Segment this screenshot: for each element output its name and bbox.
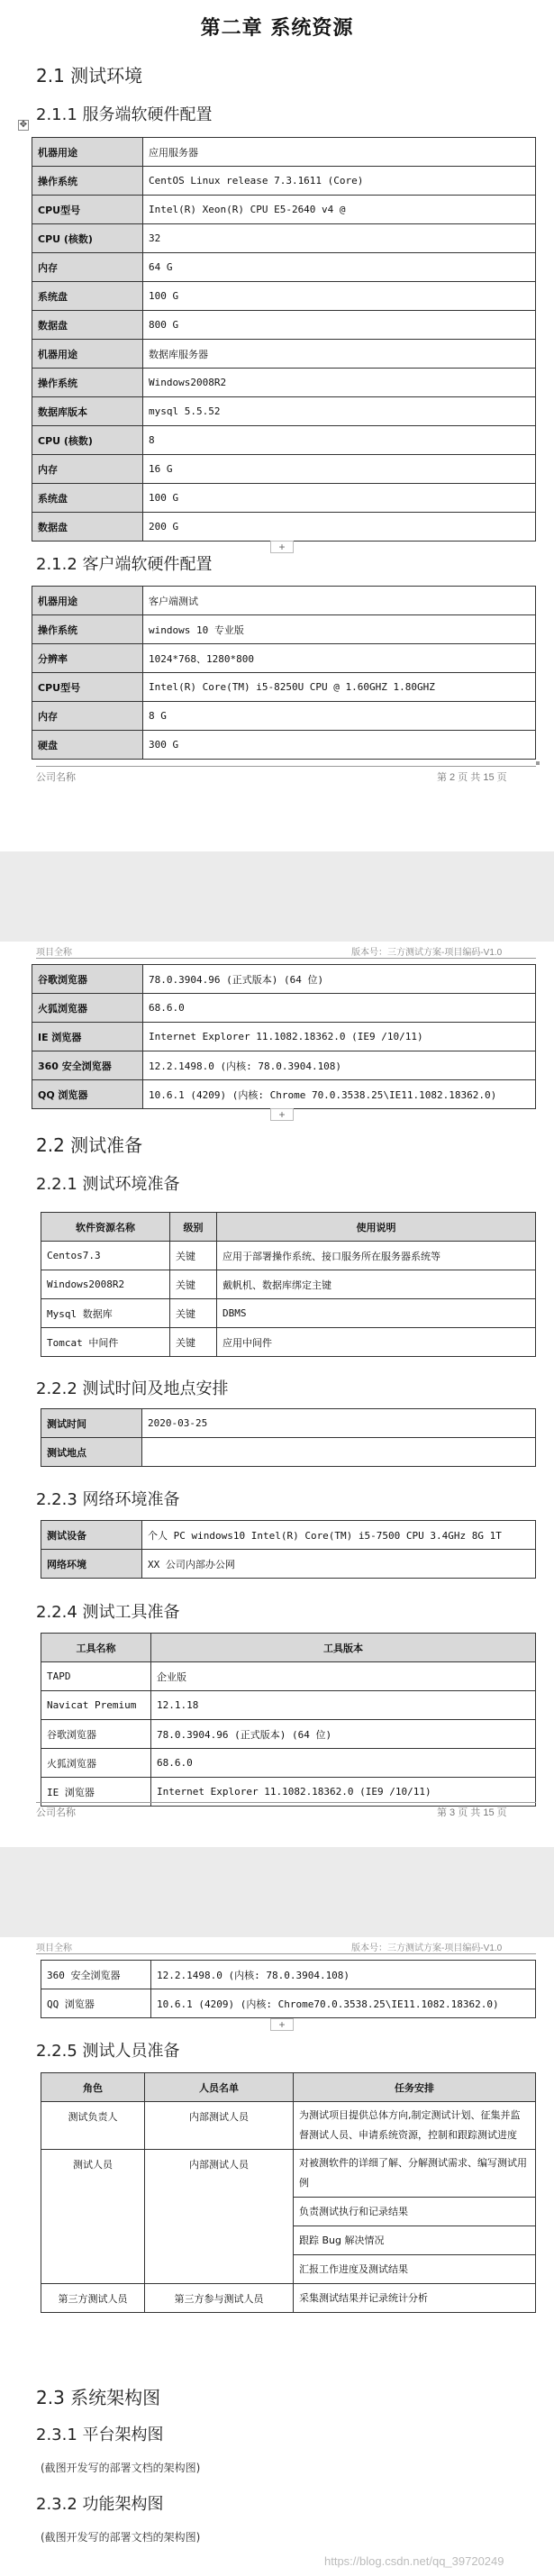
table-cell: 企业版 <box>151 1662 536 1691</box>
column-header: 级别 <box>170 1213 217 1242</box>
table-cell: 关键 <box>170 1242 217 1270</box>
table-row <box>41 1961 536 1989</box>
table-cell: 关键 <box>170 1299 217 1328</box>
section-heading-2-2-1: 2.2.1 测试环境准备 <box>36 1175 180 1194</box>
role-cell: 第三方测试人员 <box>41 2284 145 2313</box>
names-cell: 内部测试人员 <box>145 2150 294 2284</box>
table-row <box>32 673 536 702</box>
footer-rule <box>36 766 536 767</box>
table-row <box>32 311 536 340</box>
section-heading-2-2-3: 2.2.3 网络环境准备 <box>36 1490 180 1509</box>
row-label: CPU型号 <box>32 196 143 224</box>
row-value: Intel(R) Core(TM) i5-8250U CPU @ 1.60GHZ 1.80GHZ <box>143 673 536 702</box>
row-label: CPU (核数) <box>32 224 143 253</box>
page-1 <box>0 0 554 851</box>
column-header: 使用说明 <box>217 1213 536 1242</box>
footer-page-number: 第 2 页 共 15 页 <box>437 772 507 783</box>
row-value: 300 G <box>143 731 536 760</box>
row-label: 系统盘 <box>32 484 143 513</box>
row-value: mysql 5.5.52 <box>143 397 536 426</box>
table-row <box>32 455 536 484</box>
row-value: 100 G <box>143 484 536 513</box>
section-heading-2-2-2: 2.2.2 测试时间及地点安排 <box>36 1379 229 1398</box>
row-value: Intel(R) Xeon(R) CPU E5-2640 v4 @ <box>143 196 536 224</box>
role-cell: 测试人员 <box>41 2150 145 2284</box>
placeholder-note-function: (截图开发写的部署文档的架构图) <box>41 2531 201 2544</box>
row-value: 800 G <box>143 311 536 340</box>
row-value: 应用服务器 <box>143 138 536 167</box>
row-value: CentOS Linux release 7.3.1611 (Core) <box>143 167 536 196</box>
header-rule <box>36 1953 536 1954</box>
time-place-table <box>41 1408 536 1467</box>
table-row <box>32 484 536 513</box>
row-value: 32 <box>143 224 536 253</box>
row-label: 内存 <box>32 455 143 484</box>
table-row <box>41 1409 536 1438</box>
row-label: 硬盘 <box>32 731 143 760</box>
table-cell: 12.2.1498.0 (内核: 78.0.3904.108) <box>151 1961 536 1989</box>
table-row <box>32 138 536 167</box>
row-label: 操作系统 <box>32 369 143 397</box>
section-heading-2-1-1: 2.1.1 服务端软硬件配置 <box>36 105 213 124</box>
section-heading-2-3: 2.3 系统架构图 <box>36 2387 161 2408</box>
row-label: 网络环境 <box>41 1550 142 1579</box>
add-row-button[interactable]: + <box>270 541 294 553</box>
row-label: 机器用途 <box>32 340 143 369</box>
table-cell: IE 浏览器 <box>41 1778 151 1807</box>
header-project: 项目全称 <box>36 948 72 958</box>
row-value: 100 G <box>143 282 536 311</box>
row-label: 测试时间 <box>41 1409 142 1438</box>
table-row <box>32 702 536 731</box>
row-value: 1024*768、1280*800 <box>143 644 536 673</box>
table-row <box>32 731 536 760</box>
task-cell: 对被测软件的详细了解、分解测试需求、编写测试用例 <box>294 2150 536 2198</box>
table-cell: QQ 浏览器 <box>41 1989 151 2018</box>
names-cell: 第三方参与测试人员 <box>145 2284 294 2313</box>
table-move-handle-icon[interactable]: ✥ <box>19 120 28 130</box>
row-value: 8 <box>143 426 536 455</box>
section-heading-2-2-4: 2.2.4 测试工具准备 <box>36 1603 180 1622</box>
row-label: CPU型号 <box>32 673 143 702</box>
page-3 <box>0 1937 554 2576</box>
table-cell: Internet Explorer 11.1082.18362.0 (IE9 /10/11) <box>151 1778 536 1807</box>
server-config-table <box>32 137 536 542</box>
header-project: 项目全称 <box>36 1943 72 1953</box>
column-header: 工具版本 <box>151 1634 536 1662</box>
row-value: windows 10 专业版 <box>143 615 536 644</box>
section-heading-2-1: 2.1 测试环境 <box>36 65 143 86</box>
table-row <box>41 2102 536 2150</box>
row-value: 12.2.1498.0 (内核: 78.0.3904.108) <box>143 1051 536 1080</box>
table-cell: TAPD <box>41 1662 151 1691</box>
table-cell: 谷歌浏览器 <box>41 1720 151 1749</box>
table-row <box>41 1270 536 1299</box>
row-value: 客户端测试 <box>143 587 536 615</box>
browser-table <box>32 964 536 1109</box>
table-cell: Tomcat 中间件 <box>41 1328 170 1357</box>
footer-rule <box>36 1802 536 1803</box>
task-cell: 采集测试结果并记录统计分析 <box>294 2284 536 2313</box>
table-row <box>41 1662 536 1691</box>
env-prep-table <box>41 1212 536 1357</box>
table-cell: 68.6.0 <box>151 1749 536 1778</box>
row-label: 操作系统 <box>32 615 143 644</box>
table-row <box>41 1438 536 1467</box>
row-value: 10.6.1 (4209) (内核: Chrome 70.0.3538.25\IE11.1082.18362.0) <box>143 1080 536 1109</box>
chapter-title: 第二章 系统资源 <box>200 17 354 40</box>
table-row <box>32 644 536 673</box>
table-cell: Mysql 数据库 <box>41 1299 170 1328</box>
table-row <box>41 2284 536 2313</box>
table-row <box>32 426 536 455</box>
column-header: 工具名称 <box>41 1634 151 1662</box>
row-value: 64 G <box>143 253 536 282</box>
column-header: 人员名单 <box>145 2073 294 2102</box>
header-rule <box>36 958 536 959</box>
placeholder-note-platform: (截图开发写的部署文档的架构图) <box>41 2462 201 2474</box>
section-heading-2-2: 2.2 测试准备 <box>36 1134 143 1156</box>
column-header: 任务安排 <box>294 2073 536 2102</box>
table-cell: 360 安全浏览器 <box>41 1961 151 1989</box>
table-row <box>32 369 536 397</box>
row-label: 测试地点 <box>41 1438 142 1467</box>
row-label: 360 安全浏览器 <box>32 1051 143 1080</box>
task-cell: 负责测试执行和记录结果 <box>294 2198 536 2226</box>
footer-company: 公司名称 <box>36 772 76 783</box>
table-row <box>41 1521 536 1550</box>
row-label: 内存 <box>32 253 143 282</box>
row-value: 个人 PC windows10 Intel(R) Core(TM) i5-7500 CPU 3.4GHz 8G 1T <box>142 1521 536 1550</box>
table-cell: 12.1.18 <box>151 1691 536 1720</box>
page-corner-mark <box>536 761 540 765</box>
table-row <box>41 2150 536 2198</box>
row-value: 200 G <box>143 513 536 542</box>
row-label: 数据库版本 <box>32 397 143 426</box>
row-label: QQ 浏览器 <box>32 1080 143 1109</box>
table-cell: 戴帆机、数据库绑定主键 <box>217 1270 536 1299</box>
table-row <box>32 196 536 224</box>
row-label: 分辨率 <box>32 644 143 673</box>
row-value: 68.6.0 <box>143 994 536 1023</box>
section-heading-2-3-2: 2.3.2 功能架构图 <box>36 2495 164 2514</box>
row-label: 数据盘 <box>32 513 143 542</box>
add-row-button[interactable]: + <box>270 2018 294 2031</box>
footer-company: 公司名称 <box>36 1807 76 1818</box>
table-row <box>41 1299 536 1328</box>
task-cell: 跟踪 Bug 解决情况 <box>294 2226 536 2255</box>
row-value <box>142 1438 536 1467</box>
page-2 <box>0 942 554 1847</box>
column-header: 软件资源名称 <box>41 1213 170 1242</box>
table-row <box>32 965 536 994</box>
table-row <box>32 994 536 1023</box>
staff-table <box>41 2072 536 2313</box>
column-header: 角色 <box>41 2073 145 2102</box>
task-cell: 为测试项目提供总体方向,制定测试计划、征集并监督测试人员、申请系统资源，控制和跟踪测试进度 <box>294 2102 536 2150</box>
section-heading-2-1-2: 2.1.2 客户端软硬件配置 <box>36 555 213 574</box>
row-label: 数据盘 <box>32 311 143 340</box>
table-row <box>41 1328 536 1357</box>
table-cell: 78.0.3904.96 (正式版本) (64 位) <box>151 1720 536 1749</box>
table-row <box>32 224 536 253</box>
row-value: 78.0.3904.96 (正式版本) (64 位) <box>143 965 536 994</box>
table-cell: Centos7.3 <box>41 1242 170 1270</box>
table-cell: 应用于部署操作系统、接口服务所在服务器系统等 <box>217 1242 536 1270</box>
row-value: 8 G <box>143 702 536 731</box>
table-row <box>32 397 536 426</box>
row-value: Windows2008R2 <box>143 369 536 397</box>
section-heading-2-3-1: 2.3.1 平台架构图 <box>36 2426 164 2444</box>
table-cell: 关键 <box>170 1270 217 1299</box>
table-row <box>32 587 536 615</box>
row-label: 测试设备 <box>41 1521 142 1550</box>
row-label: 谷歌浏览器 <box>32 965 143 994</box>
page-gap <box>0 1847 554 1937</box>
row-value: Internet Explorer 11.1082.18362.0 (IE9 /10/11) <box>143 1023 536 1051</box>
row-value: 16 G <box>143 455 536 484</box>
network-table <box>41 1520 536 1579</box>
client-config-table <box>32 586 536 760</box>
section-heading-2-2-5: 2.2.5 测试人员准备 <box>36 2042 180 2061</box>
tools-table <box>41 1633 536 1807</box>
task-cell: 汇报工作进度及测试结果 <box>294 2255 536 2284</box>
table-row <box>32 1051 536 1080</box>
table-row <box>41 1989 536 2018</box>
names-cell: 内部测试人员 <box>145 2102 294 2150</box>
table-row <box>41 1242 536 1270</box>
table-row <box>32 1023 536 1051</box>
table-cell: DBMS <box>217 1299 536 1328</box>
row-label: CPU (核数) <box>32 426 143 455</box>
row-value: 数据库服务器 <box>143 340 536 369</box>
add-row-button[interactable]: + <box>270 1108 294 1121</box>
row-value: XX 公司内部办公网 <box>142 1550 536 1579</box>
table-row <box>41 1720 536 1749</box>
role-cell: 测试负责人 <box>41 2102 145 2150</box>
table-row <box>32 615 536 644</box>
row-label: 系统盘 <box>32 282 143 311</box>
tools-table-continued <box>41 1960 536 2018</box>
footer-page-number: 第 3 页 共 15 页 <box>437 1807 507 1818</box>
table-row <box>41 1691 536 1720</box>
row-label: 机器用途 <box>32 138 143 167</box>
table-row <box>32 282 536 311</box>
table-cell: 应用中间件 <box>217 1328 536 1357</box>
table-row <box>32 253 536 282</box>
row-label: 操作系统 <box>32 167 143 196</box>
table-row <box>41 1550 536 1579</box>
table-row <box>32 167 536 196</box>
table-cell: 关键 <box>170 1328 217 1357</box>
table-row <box>41 1749 536 1778</box>
page-gap <box>0 851 554 942</box>
table-row <box>32 340 536 369</box>
row-label: 火狐浏览器 <box>32 994 143 1023</box>
row-label: IE 浏览器 <box>32 1023 143 1051</box>
table-row <box>32 1080 536 1109</box>
header-version: 版本号：三方测试方案-项目编码-V1.0 <box>351 948 503 958</box>
header-version: 版本号：三方测试方案-项目编码-V1.0 <box>351 1943 503 1953</box>
table-cell: 10.6.1 (4209) (内核: Chrome70.0.3538.25\IE11.1082.18362.0) <box>151 1989 536 2018</box>
table-cell: 火狐浏览器 <box>41 1749 151 1778</box>
table-row <box>32 513 536 542</box>
table-cell: Windows2008R2 <box>41 1270 170 1299</box>
table-cell: Navicat Premium <box>41 1691 151 1720</box>
watermark: https://blog.csdn.net/qq_39720249 <box>324 2554 504 2568</box>
row-label: 机器用途 <box>32 587 143 615</box>
row-label: 内存 <box>32 702 143 731</box>
row-value: 2020-03-25 <box>142 1409 536 1438</box>
